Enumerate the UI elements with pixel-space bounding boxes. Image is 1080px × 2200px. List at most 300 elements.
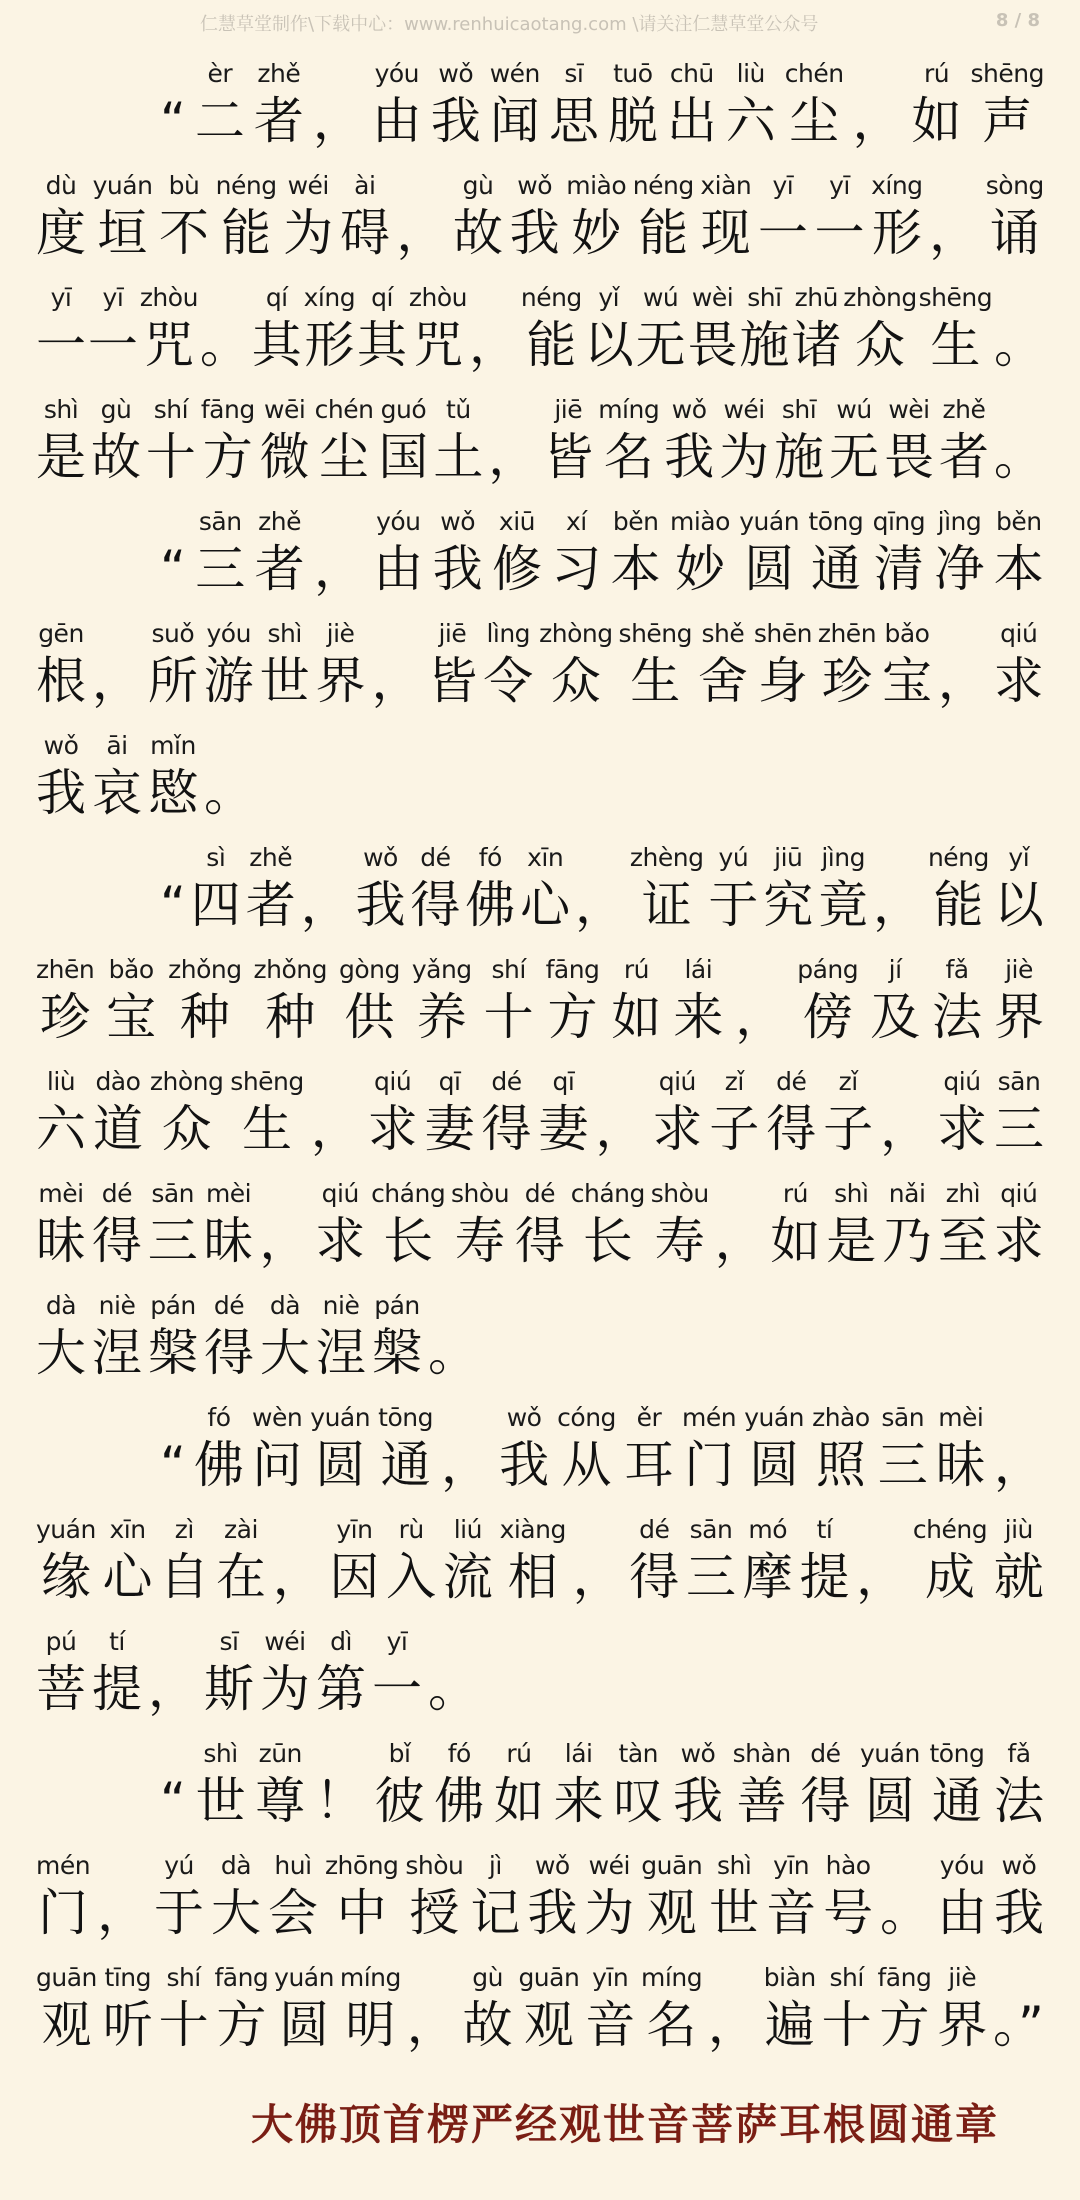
character-token [799, 1514, 849, 1608]
character-token [520, 842, 570, 936]
character-token [36, 170, 86, 264]
character-token [766, 1066, 816, 1160]
pinyin-label: rù [398, 1515, 424, 1544]
character-token [36, 394, 86, 488]
character-token [994, 954, 1044, 1048]
hanzi-character: 微 [259, 428, 310, 486]
hanzi-character: 生 [242, 1100, 293, 1158]
hanzi-character: 求 [937, 1100, 988, 1158]
character-token [994, 1738, 1044, 1832]
hanzi-character: 方 [547, 988, 598, 1046]
pinyin-label: lái [684, 955, 713, 984]
pinyin-label: yī [772, 171, 794, 200]
hanzi-character: 为 [260, 1660, 310, 1718]
pinyin-label: tǔ [446, 395, 471, 424]
character-token [551, 506, 601, 600]
character-token [818, 618, 876, 712]
hanzi-character: 长 [582, 1212, 633, 1270]
hanzi-character: ， [488, 428, 539, 486]
pinyin-label: fāng [200, 395, 255, 424]
pinyin-label: yú [718, 843, 749, 872]
character-token [195, 58, 245, 152]
character-token [140, 282, 198, 376]
pinyin-label: yóu [374, 59, 419, 88]
hanzi-character: 生 [630, 652, 681, 710]
character-token [368, 1066, 418, 1160]
pinyin-label: shí [491, 955, 526, 984]
hanzi-character: 得 [204, 1324, 254, 1382]
hanzi-character: 自 [159, 1548, 210, 1606]
hanzi-character: 得 [91, 1212, 142, 1270]
character-token [719, 394, 769, 488]
hanzi-character: 入 [386, 1548, 437, 1606]
pinyin-label: zǐ [838, 1067, 858, 1096]
hanzi-character: 名 [603, 428, 654, 486]
hanzi-character: 度 [36, 204, 86, 262]
hanzi-character: ， [300, 876, 351, 934]
character-token [880, 1850, 930, 1944]
character-token [494, 1738, 544, 1832]
character-token [970, 58, 1043, 152]
sutra-title: 大佛顶首楞严经观世音菩萨耳根圆通章 [250, 2100, 999, 2149]
hanzi-character: 号 [823, 1884, 874, 1942]
pinyin-label: dào [95, 1067, 141, 1096]
hanzi-character: ， [441, 1436, 492, 1494]
character-token [92, 730, 142, 824]
hanzi-character: 故 [90, 428, 141, 486]
hanzi-character: 观 [523, 1996, 574, 2054]
hanzi-character: 游 [203, 652, 254, 710]
pinyin-label: bǐ [388, 1739, 411, 1768]
pinyin-label: shēng [918, 283, 993, 312]
hanzi-character: 记 [470, 1884, 521, 1942]
hanzi-character: 昧 [203, 1212, 254, 1270]
character-token [268, 1850, 318, 1944]
character-token [106, 954, 156, 1048]
character-token [160, 506, 186, 600]
character-token [873, 506, 926, 600]
pinyin-label: shēng [230, 1067, 304, 1096]
pinyin-label: yuán [92, 171, 153, 200]
hanzi-character: 尘 [319, 428, 370, 486]
hanzi-character: 令 [483, 652, 534, 710]
character-token [91, 394, 141, 488]
hanzi-character: 斯 [204, 1660, 254, 1718]
hanzi-character: 无 [635, 316, 686, 374]
character-token [93, 1066, 143, 1160]
character-token [709, 1066, 759, 1160]
character-token [160, 1738, 186, 1832]
hanzi-character: 我 [509, 204, 560, 262]
pinyin-label: guó [380, 395, 427, 424]
pinyin-label: qí [371, 283, 393, 312]
character-token [733, 1738, 791, 1832]
character-token [230, 1066, 303, 1160]
character-token [878, 1402, 928, 1496]
pinyin-label: rú [782, 1179, 808, 1208]
character-token [993, 1962, 1044, 2056]
character-token [709, 1850, 759, 1944]
character-token [255, 1738, 305, 1832]
pinyin-label: ài [354, 171, 376, 200]
character-token [715, 1178, 765, 1272]
character-token [214, 1962, 268, 2056]
character-token [311, 1066, 361, 1160]
character-token [409, 282, 467, 376]
character-token [937, 1066, 987, 1160]
pinyin-label: míng [641, 1963, 703, 1992]
pinyin-label: cóng [557, 1403, 616, 1432]
pinyin-label: yuán [36, 1515, 96, 1544]
pinyin-label: fǎ [945, 955, 969, 984]
pinyin-label: yīn [592, 1963, 629, 1992]
hanzi-character: 槃 [148, 1324, 198, 1382]
hanzi-character: 涅 [316, 1324, 366, 1382]
character-token [518, 1962, 579, 2056]
pinyin-label: xí [565, 507, 587, 536]
character-token [443, 1514, 493, 1608]
character-token [159, 1514, 209, 1608]
character-token [160, 842, 186, 936]
pinyin-label: dé [524, 1179, 556, 1208]
character-token [822, 1962, 872, 2056]
character-token [371, 618, 421, 712]
pinyin-label: zhě [249, 843, 293, 872]
hanzi-character: 妻 [424, 1100, 475, 1158]
hanzi-character: ， [148, 1660, 198, 1718]
character-token [913, 1514, 987, 1608]
pinyin-label: zhòu [139, 283, 198, 312]
character-token [159, 1962, 209, 2056]
hanzi-character: 如 [911, 92, 962, 150]
character-token [465, 842, 515, 936]
pinyin-label: zhào [812, 1403, 870, 1432]
pinyin-label: rú [506, 1739, 532, 1768]
pinyin-label: shì [203, 1739, 238, 1768]
character-token [873, 842, 923, 936]
pinyin-label: wǒ [1001, 1851, 1037, 1880]
character-token [463, 1962, 513, 2056]
hanzi-character: 身 [757, 652, 808, 710]
pinyin-label: shī [747, 283, 782, 312]
character-token [274, 1962, 334, 2056]
pinyin-label: tōng [808, 507, 864, 536]
pinyin-label: zhǒng [168, 955, 242, 984]
character-token [573, 1514, 623, 1608]
hanzi-character: 我 [355, 876, 406, 934]
text-line [36, 1384, 1044, 1496]
character-token [636, 282, 686, 376]
character-token [325, 1850, 398, 1944]
pinyin-label: xíng [303, 283, 356, 312]
character-token [571, 1178, 645, 1272]
hanzi-character: 其 [251, 316, 302, 374]
character-token [148, 1290, 198, 1384]
hanzi-character: 十 [821, 1996, 872, 2054]
hanzi-character: 佛 [434, 1772, 485, 1830]
pinyin-label: wú [642, 283, 679, 312]
text-line [36, 1720, 1044, 1832]
pinyin-label: sān [198, 507, 242, 536]
pinyin-label: mǐn [150, 731, 196, 760]
pinyin-label: bù [168, 171, 200, 200]
character-token [770, 1178, 820, 1272]
hanzi-character: 圆 [744, 540, 795, 598]
pinyin-label: zhòu [408, 283, 468, 312]
pinyin-label: sòng [985, 171, 1044, 200]
character-token [316, 618, 366, 712]
character-token [412, 954, 472, 1048]
pinyin-label: yǐ [1008, 843, 1030, 872]
character-token [539, 618, 612, 712]
pinyin-label: sī [219, 1627, 239, 1656]
character-token [490, 58, 540, 152]
hanzi-character: 为 [283, 204, 334, 262]
hanzi-character: 脱 [607, 92, 658, 150]
hanzi-character: 得 [410, 876, 461, 934]
hanzi-character: 。 [428, 1324, 478, 1382]
character-token [686, 1514, 736, 1608]
hanzi-character: 大 [211, 1884, 261, 1942]
pinyin-label: yóu [376, 507, 421, 536]
hanzi-character: 二 [194, 92, 245, 150]
pinyin-label: zhòng [843, 283, 917, 312]
character-token [150, 1066, 223, 1160]
pinyin-label: èr [207, 59, 233, 88]
character-token [853, 58, 903, 152]
pinyin-label: páng [797, 955, 859, 984]
character-token [357, 282, 407, 376]
hanzi-character: 如 [611, 988, 662, 1046]
hanzi-character: 圆 [749, 1436, 800, 1494]
hanzi-character: “ [160, 876, 186, 934]
pinyin-label: dé [420, 843, 451, 872]
character-token [800, 1738, 850, 1832]
hanzi-character: 四 [190, 876, 241, 934]
character-token [641, 1850, 702, 1944]
pinyin-label: xíng [871, 171, 923, 200]
hanzi-character: 由 [937, 1884, 988, 1942]
hanzi-character: 供 [344, 988, 395, 1046]
pinyin-label: shì [267, 619, 302, 648]
character-token [97, 1850, 147, 1944]
hanzi-character: 法 [932, 988, 983, 1046]
pinyin-label: zhě [258, 507, 302, 536]
hanzi-character: 妙 [571, 204, 622, 262]
pinyin-label: dà [269, 1291, 301, 1320]
hanzi-character: 思 [548, 92, 599, 150]
pinyin-label: shí [166, 1963, 201, 1992]
character-token [204, 1178, 254, 1272]
character-token [196, 1738, 246, 1832]
hanzi-character: 相 [507, 1548, 558, 1606]
pinyin-label: gù [462, 171, 494, 200]
pinyin-label: tōng [378, 1403, 433, 1432]
pinyin-label: yú [164, 1851, 194, 1880]
hanzi-character: 如 [493, 1772, 544, 1830]
hanzi-character: 宝 [881, 652, 932, 710]
header-source-text: 仁慧草堂制作\下载中心：www.renhuicaotang.com \请关注仁慧草堂公众号 [200, 14, 819, 35]
hanzi-character: 方 [202, 428, 253, 486]
hanzi-character: 六 [725, 92, 776, 150]
hanzi-character: 不 [159, 204, 210, 262]
character-token [434, 1738, 484, 1832]
hanzi-character: 由 [371, 92, 422, 150]
character-token [843, 282, 916, 376]
hanzi-character: 授 [409, 1884, 460, 1942]
hanzi-character: 心 [520, 876, 571, 934]
hanzi-character: 尊 [255, 1772, 306, 1830]
pinyin-label: rú [623, 955, 649, 984]
hanzi-character: 子 [823, 1100, 874, 1158]
hanzi-character: 求 [315, 1212, 366, 1270]
pinyin-label: guān [518, 1963, 580, 1992]
hanzi-character: 。 [994, 316, 1044, 374]
hanzi-character: 者 [254, 540, 305, 598]
hanzi-character: 以 [583, 316, 634, 374]
pinyin-label: āi [106, 731, 128, 760]
pinyin-label: wǒ [671, 395, 707, 424]
hanzi-character: 一 [372, 1660, 422, 1718]
pinyin-label: zhēn [36, 955, 95, 984]
hanzi-character: ， [91, 652, 142, 710]
pinyin-label: pán [150, 1291, 196, 1320]
hanzi-character: 世 [195, 1772, 246, 1830]
character-token [160, 58, 186, 152]
character-token [160, 1402, 186, 1496]
text-line [36, 1496, 1044, 1608]
pinyin-label: yuán [744, 1403, 805, 1432]
hanzi-character: 形 [304, 316, 355, 374]
character-token [936, 1402, 986, 1496]
hanzi-character: 傍 [802, 988, 853, 1046]
character-token [673, 954, 723, 1048]
hanzi-character: 大 [260, 1324, 310, 1382]
character-token [255, 506, 305, 600]
hanzi-character: 提 [799, 1548, 850, 1606]
pinyin-label: shí [829, 1963, 864, 1992]
hanzi-character: 求 [993, 652, 1044, 710]
pinyin-label: yīn [336, 1515, 373, 1544]
hanzi-character: 咒 [412, 316, 463, 374]
hanzi-character: 种 [265, 988, 316, 1046]
hanzi-character: 现 [700, 204, 751, 262]
pinyin-label: mèi [38, 1179, 84, 1208]
hanzi-character: 照 [815, 1436, 866, 1494]
hanzi-character: 会 [267, 1884, 318, 1942]
character-token [378, 394, 428, 488]
character-token [700, 170, 751, 264]
pinyin-label: wèi [691, 283, 734, 312]
pinyin-label: sī [564, 59, 584, 88]
text-line [36, 488, 1044, 600]
character-token [624, 1402, 674, 1496]
character-token [372, 1290, 422, 1384]
hanzi-character: 一 [757, 204, 808, 262]
hanzi-character: 修 [491, 540, 542, 598]
hanzi-character: ， [572, 1548, 623, 1606]
pinyin-label: qiú [321, 1179, 359, 1208]
character-token [611, 954, 661, 1048]
character-token [313, 58, 363, 152]
character-token [483, 618, 533, 712]
character-token [584, 1850, 634, 1944]
character-token [482, 1066, 532, 1160]
hanzi-character: 三 [993, 1100, 1044, 1158]
hanzi-character: 成 [924, 1548, 975, 1606]
character-token [549, 58, 599, 152]
text-line [36, 600, 1044, 712]
pinyin-label: jiè [1005, 955, 1033, 984]
hanzi-character: 能 [638, 204, 689, 262]
character-token [739, 282, 789, 376]
hanzi-character: 。 [880, 1884, 931, 1942]
hanzi-character: 能 [526, 316, 577, 374]
character-token [316, 1626, 366, 1720]
hanzi-character: 十 [145, 428, 196, 486]
pinyin-label: néng [632, 171, 694, 200]
character-token [260, 394, 310, 488]
pinyin-label: qiú [374, 1067, 412, 1096]
hanzi-character: 得 [800, 1772, 851, 1830]
hanzi-character: 土 [433, 428, 484, 486]
character-token [932, 954, 982, 1048]
character-token [744, 1402, 804, 1496]
pinyin-label: sān [881, 1403, 925, 1432]
scripture-text-body [36, 40, 1044, 2056]
pinyin-label: pú [45, 1627, 77, 1656]
pinyin-label: yuán [739, 507, 800, 536]
character-token [371, 1178, 445, 1272]
pinyin-label: wǒ [534, 1851, 570, 1880]
character-token [882, 1178, 932, 1272]
hanzi-character: 形 [871, 204, 922, 262]
pinyin-label: fó [447, 1739, 471, 1768]
pinyin-label: qí [265, 283, 288, 312]
character-token [428, 1290, 478, 1384]
hanzi-character: 通 [931, 1772, 982, 1830]
pinyin-label: cháng [570, 1179, 645, 1208]
hanzi-character: 世 [259, 652, 310, 710]
pinyin-label: yī [829, 171, 850, 200]
pinyin-label: fó [207, 1403, 231, 1432]
pinyin-label: zhǒng [253, 955, 328, 984]
character-token [310, 1402, 370, 1496]
character-token [410, 842, 460, 936]
hanzi-character: 我 [664, 428, 715, 486]
character-token [630, 842, 704, 936]
hanzi-character: 净 [934, 540, 985, 598]
pinyin-label: dé [491, 1067, 522, 1096]
character-token [488, 394, 538, 488]
character-token [633, 170, 694, 264]
pinyin-label: nǎi [888, 1179, 926, 1208]
hanzi-character: 宝 [106, 988, 157, 1046]
character-token [743, 1514, 793, 1608]
hanzi-character: 我 [36, 764, 86, 822]
character-token [673, 1738, 723, 1832]
pinyin-label: wǒ [680, 1739, 716, 1768]
pinyin-label: yóu [939, 1851, 985, 1880]
hanzi-character: 通 [380, 1436, 431, 1494]
hanzi-character: 界 [994, 988, 1044, 1046]
pinyin-label: wéi [588, 1851, 630, 1880]
pinyin-label: wǒ [363, 843, 398, 872]
hanzi-character: 佛 [465, 876, 516, 934]
pinyin-label: jí [888, 955, 902, 984]
hanzi-character: 一 [814, 204, 865, 262]
character-token [613, 1738, 663, 1832]
